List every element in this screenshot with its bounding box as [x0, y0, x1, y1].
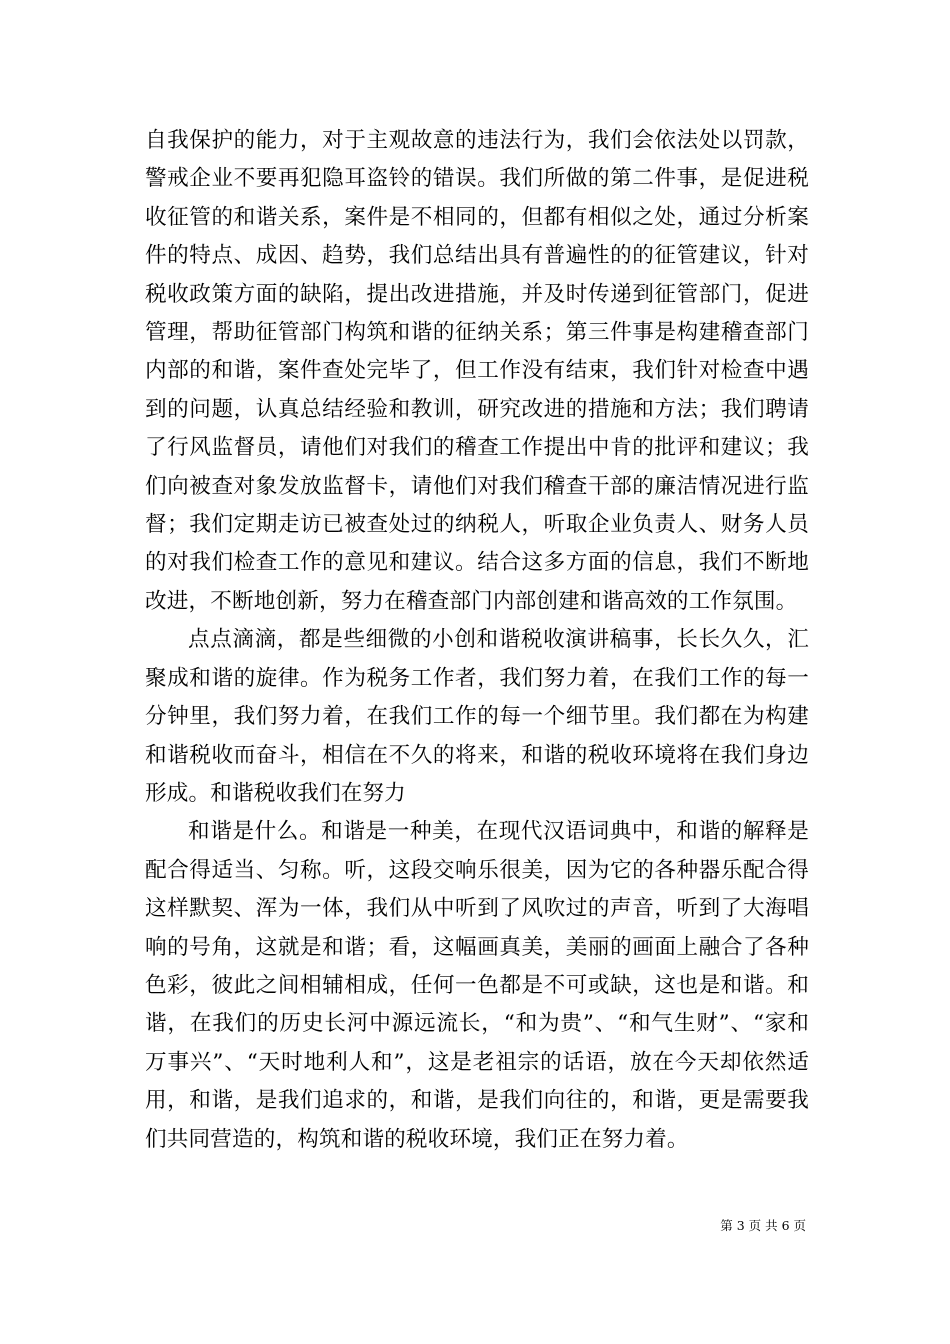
paragraph-continued: 自我保护的能力，对于主观故意的违法行为，我们会依法处以罚款，警戒企业不要再犯隐耳盗铃的错误。我们所做的第二件事，是促进税收征管的和谐关系，案件是不相同的，但都有相似之处，通过分析案件的特点、成因、趋势，我们总结出具有普遍性的的征管建议，针对税收政策方面的缺陷，提出改进措施，并及时传递到征管部门，促进管理，帮助征管部门构筑和谐的征纳关系；第三件事是构建稽查部门内部的和谐，案件查处完毕了，但工作没有结束，我们针对检查中遇到的问题，认真总结经验和教训，研究改进的措施和方法；我们聘请了行风监督员，请他们对我们的稽查工作提出中肯的批评和建议；我们向被查对象发放监督卡，请他们对我们稽查干部的廉洁情况进行监督；我们定期走访已被查处过的纳税人，听取企业负责人、财务人员的对我们检查工作的意见和建议。结合这多方面的信息，我们不断地改进，不断地创新，努力在稽查部门内部创建和谐高效的工作氛围。	[145, 128, 809, 614]
page-number: 第 3 页 共 6 页	[720, 1218, 806, 1233]
body-text	[145, 122, 809, 1159]
paragraph: 和谐是什么。和谐是一种美，在现代汉语词典中，和谐的解释是配合得适当、匀称。听，这段交响乐很美，因为它的各种器乐配合得这样默契、浑为一体，我们从中听到了风吹过的声音，听到了大海唱响的号角，这就是和谐；看，这幅画真美，美丽的画面上融合了各种色彩，彼此之间相辅相成，任何一色都是不可或缺，这也是和谐。和谐，在我们的历史长河中源远流长，“和为贵”、“和气生财”、“家和万事兴”、“天时地利人和”，这是老祖宗的话语，放在今天却依然适用，和谐，是我们追求的，和谐，是我们向往的，和谐，更是需要我们共同营造的，构筑和谐的税收环境，我们正在努力着。	[145, 819, 809, 1152]
paragraph: 点点滴滴，都是些细微的小创和谐税收演讲稿事，长长久久，汇聚成和谐的旋律。作为税务工作者，我们努力着，在我们工作的每一分钟里，我们努力着，在我们工作的每一个细节里。我们都在为构建和谐税收而奋斗，相信在不久的将来，和谐的税收环境将在我们身边形成。和谐税收我们在努力	[145, 627, 809, 806]
